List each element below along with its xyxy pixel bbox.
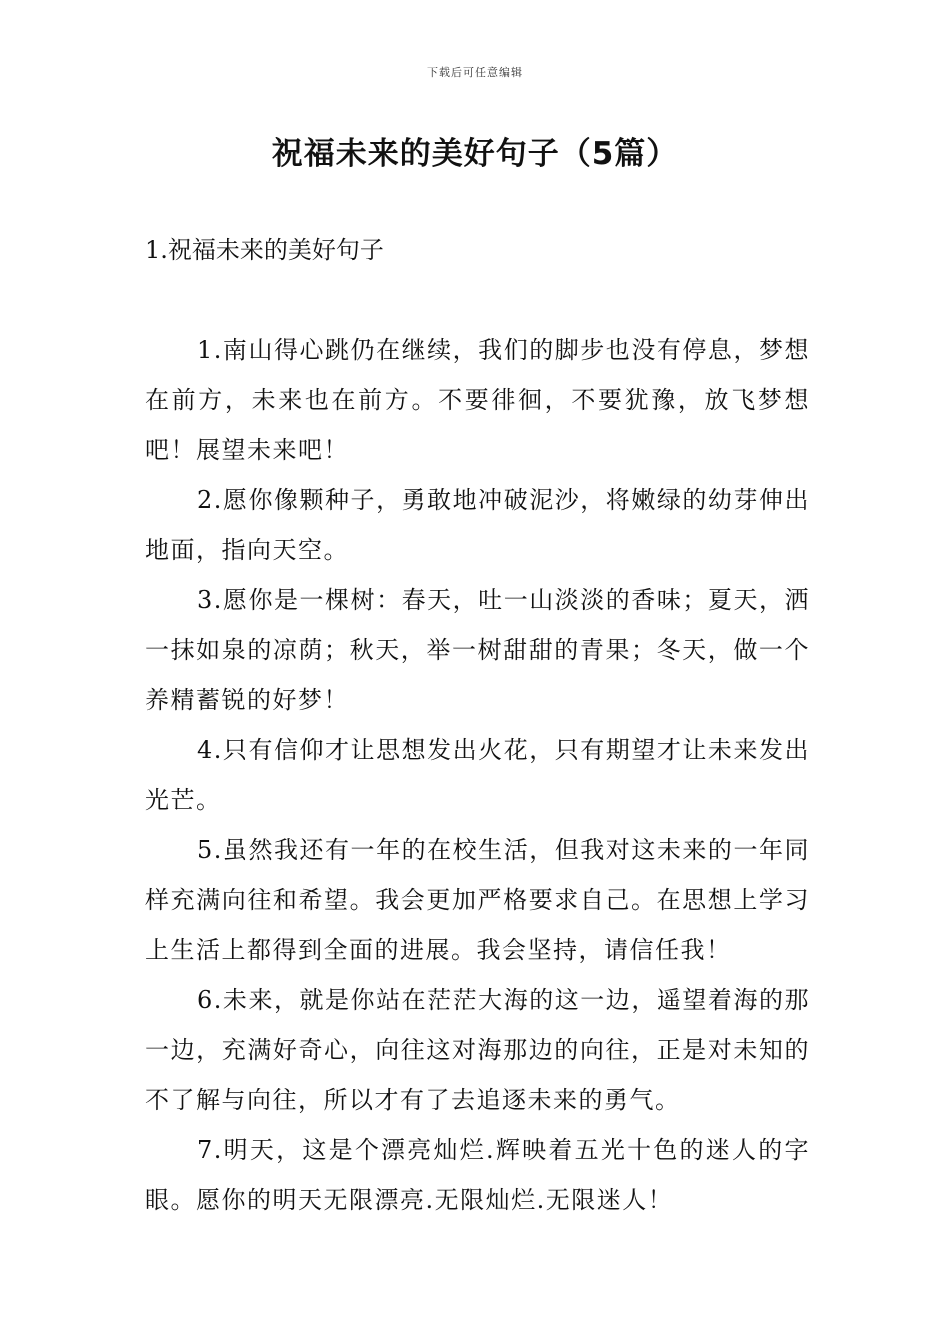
- paragraph-6: 6.未来，就是你站在茫茫大海的这一边，遥望着海的那一边，充满好奇心，向往这对海那边的向往，正是对未知的不了解与向往，所以才有了去追逐未来的勇气。: [145, 986, 810, 1114]
- document-body: [145, 325, 810, 1225]
- paragraph-5: 5.虽然我还有一年的在校生活，但我对这未来的一年同样充满向往和希望。我会更加严格要求自己。在思想上学习上生活上都得到全面的进展。我会坚持，请信任我！: [145, 836, 810, 964]
- document-title: 祝福未来的美好句子（5篇）: [271, 136, 679, 172]
- paragraph-2: 2.愿你像颗种子，勇敢地冲破泥沙，将嫩绿的幼芽伸出地面，指向天空。: [145, 486, 810, 564]
- header-note: 下载后可任意编辑: [427, 66, 523, 79]
- paragraph-7: 7.明天，这是个漂亮灿烂.辉映着五光十色的迷人的字眼。愿你的明天无限漂亮.无限灿烂.无限迷人！: [145, 1136, 810, 1214]
- section-heading: 1.祝福未来的美好句子: [145, 236, 384, 264]
- paragraph-3: 3.愿你是一棵树：春天，吐一山淡淡的香味；夏天，洒一抹如泉的凉荫；秋天，举一树甜甜的青果；冬天，做一个养精蓄锐的好梦！: [145, 586, 810, 714]
- paragraph-4: 4.只有信仰才让思想发出火花，只有期望才让未来发出光芒。: [145, 736, 810, 814]
- paragraph-1: 1.南山得心跳仍在继续，我们的脚步也没有停息，梦想在前方，未来也在前方。不要徘徊，不要犹豫，放飞梦想吧！展望未来吧！: [145, 336, 810, 464]
